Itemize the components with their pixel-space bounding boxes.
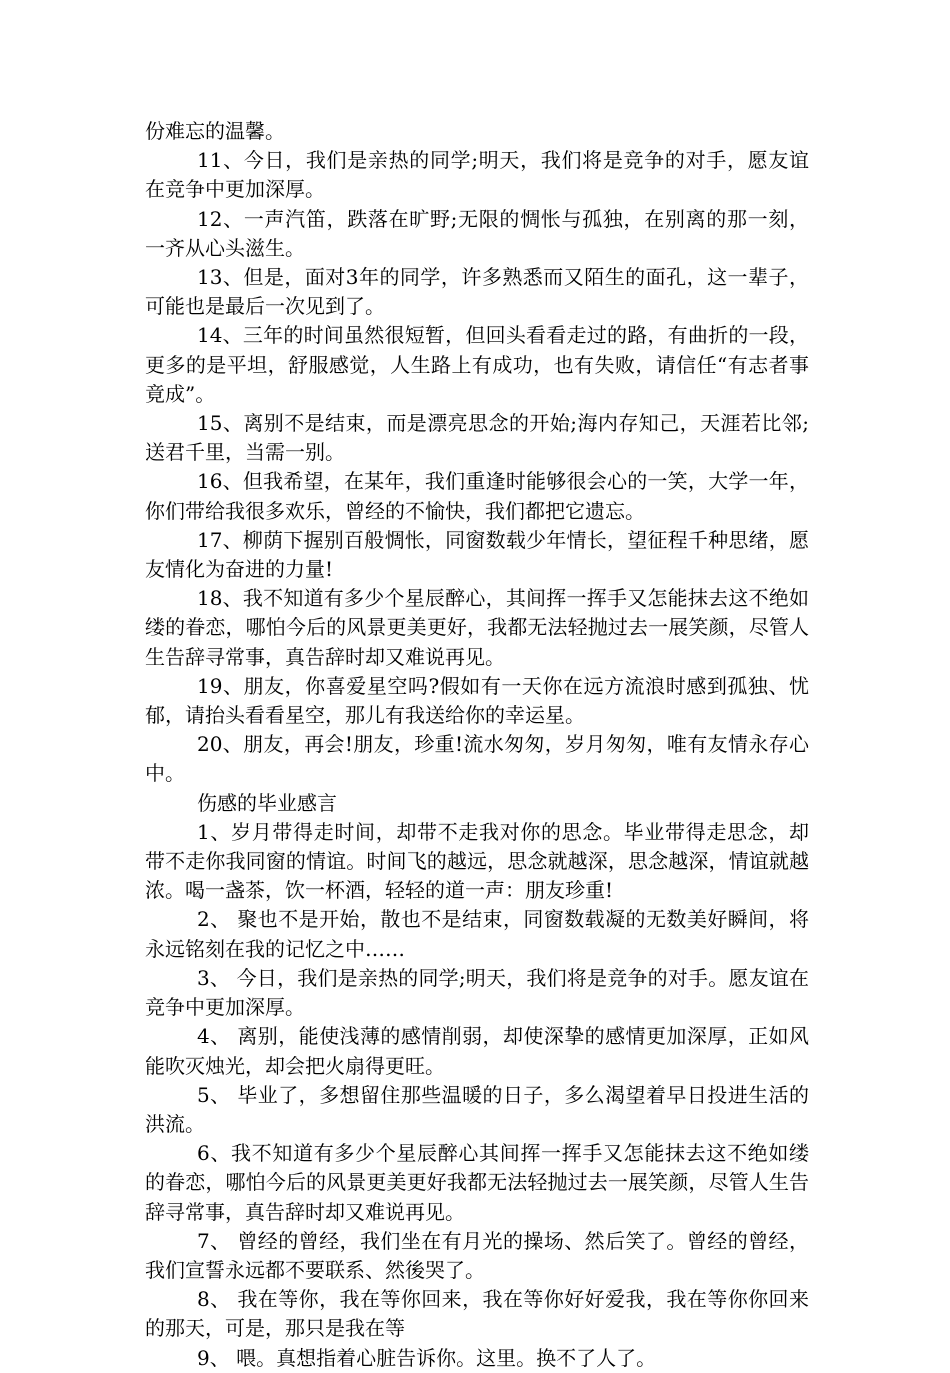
paragraph-1: 1、岁月带得走时间，却带不走我对你的思念。毕业带得走思念，却带不走你我同窗的情谊。时间飞的越远，思念就越深，思念越深，情谊就越浓。喝一盏茶，饮一杯酒，轻轻的道一声：朋友珍重! xyxy=(145,819,809,903)
paragraph-3: 3、 今日，我们是亲热的同学;明天，我们将是竞争的对手。愿友谊在竞争中更加深厚。 xyxy=(145,965,809,1020)
paragraph-11: 11、今日，我们是亲热的同学;明天，我们将是竞争的对手，愿友谊在竞争中更加深厚。 xyxy=(145,148,809,202)
paragraph-4: 4、 离别，能使浅薄的感情削弱，却使深挚的感情更加深厚，正如风能吹灭烛光，却会把火扇得更旺。 xyxy=(145,1024,809,1078)
paragraph-16: 16、但我希望，在某年，我们重逢时能够很会心的一笑，大学一年，你们带给我很多欢乐，曾经的不愉快，我们都把它遗忘。 xyxy=(145,469,809,523)
paragraph-5: 5、 毕业了，多想留住那些温暖的日子，多么渴望着早日投进生活的洪流。 xyxy=(145,1082,809,1136)
paragraph-20: 20、朋友，再会!朋友，珍重!流水匆匆，岁月匆匆，唯有友情永存心中。 xyxy=(145,732,809,786)
paragraph-2: 2、 聚也不是开始，散也不是结束，同窗数载凝的无数美好瞬间，将永远铭刻在我的记忆之中…… xyxy=(145,907,809,961)
paragraph-continuation: 份难忘的温馨。 xyxy=(145,119,285,143)
paragraph-18: 18、我不知道有多少个星辰醉心，其间挥一挥手又怎能抹去这不绝如缕的眷恋，哪怕今后的风景更美更好，我都无法轻抛过去一展笑颜，尽管人生告辞寻常事，真告辞时却又难说再见。 xyxy=(145,586,809,669)
paragraph-13: 13、但是，面对3年的同学，许多熟悉而又陌生的面孔，这一辈子，可能也是最后一次见到了。 xyxy=(145,265,809,319)
paragraph-12: 12、一声汽笛，跌落在旷野;无限的惆怅与孤独，在别离的那一刻，一齐从心头滋生。 xyxy=(145,206,809,260)
paragraph-9: 9、 喂。真想指着心脏告诉你。这里。换不了人了。 xyxy=(197,1345,657,1370)
paragraph-17: 17、柳荫下握别百般惆怅，同窗数载少年情长，望征程千种思绪，愿友情化为奋进的力量! xyxy=(145,527,809,582)
paragraph-6: 6、我不知道有多少个星辰醉心其间挥一挥手又怎能抹去这不绝如缕的眷恋，哪怕今后的风景更美更好我都无法轻抛过去一展笑颜，尽管人生告辞寻常事，真告辞时却又难说再见。 xyxy=(145,1141,809,1224)
paragraph-19: 19、朋友，你喜爱星空吗?假如有一天你在远方流浪时感到孤独、忧郁，请抬头看看星空，那儿有我送给你的幸运星。 xyxy=(145,673,809,728)
paragraph-14: 14、三年的时间虽然很短暂，但回头看看走过的路，有曲折的一段，更多的是平坦，舒服感觉，人生路上有成功，也有失败，请信任“有志者事竟成”。 xyxy=(145,323,809,406)
paragraph-8: 8、 我在等你，我在等你回来，我在等你好好爱我，我在等你你回来的那天，可是，那只是我在等 xyxy=(145,1287,809,1341)
section-heading: 伤感的毕业感言 xyxy=(197,790,337,815)
paragraph-15: 15、离别不是结束，而是漂亮思念的开始;海内存知己，天涯若比邻;送君千里，当需一别。 xyxy=(145,411,809,465)
paragraph-7: 7、 曾经的曾经，我们坐在有月光的操场、然后笑了。曾经的曾经，我们宣誓永远都不要联系、然後哭了。 xyxy=(145,1228,809,1282)
document-body xyxy=(145,117,809,1373)
